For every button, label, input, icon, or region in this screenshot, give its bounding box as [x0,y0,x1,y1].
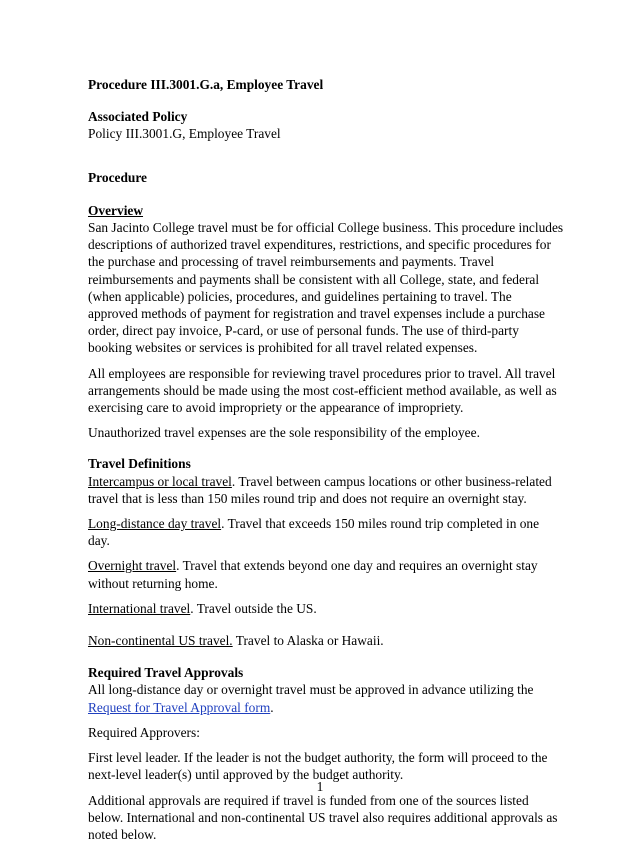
approvals-text: All long-distance day or overnight travel must be approved in advance utilizing the [88,682,534,698]
definition-long-distance [88,515,564,549]
overview-heading: Overview [88,202,144,218]
overview-paragraph: San Jacinto College travel must be for official College business. This procedure includes descriptions of authorized travel expenditures, restrictions, and specific procedures for the purchase and processing of travel reimbursements and payments. Travel reimbursements and payments shall be consistent with all College, state, and federal (when applicable) policies, procedures, and guidelines pertaining to travel. The approved methods of payment for registration and travel expenses include a purchase order, direct pay invoice, P-card, or use of personal funds. The use of third-party booking websites or services is prohibited for all travel related expenses. [88,220,564,356]
document-page [88,76,564,851]
employees-paragraph: All employees are responsible for reviewing travel procedures prior to travel. All travel arrangements should be made using the most cost-efficient method available, as well as exercising care to avoid impropriety or the appearance of impropriety. [88,365,557,416]
page-number: 1 [316,779,324,794]
definition-text: . Travel that exceeds 150 miles round trip completed in one day. [88,516,540,549]
request-travel-approval-link[interactable]: Request for Travel Approval form [88,699,271,715]
required-approvers-label: Required Approvers: [88,724,200,740]
definition-intercampus [88,473,564,507]
approvals-paragraph [88,681,564,715]
definition-term: Non-continental US travel. [88,633,233,649]
document-title: Procedure III.3001.G.a, Employee Travel [88,77,324,92]
definition-term: Long-distance day travel [88,516,222,532]
first-level-paragraph: First level leader. If the leader is not the budget authority, the form will proceed to the next-level leader(s) until approved by the budget authority. [88,750,548,783]
definition-term: Overnight travel [88,558,177,574]
definition-text: Travel to Alaska or Hawaii. [232,633,384,649]
definition-term: International travel [88,600,191,616]
unauthorized-paragraph: Unauthorized travel expenses are the sole responsibility of the employee. [88,425,480,441]
definition-overnight [88,557,564,591]
required-approvals-heading: Required Travel Approvals [88,665,244,681]
travel-definitions-heading: Travel Definitions [88,456,191,472]
approvals-period: . [270,699,274,715]
definition-non-continental [88,632,564,649]
definition-term: Intercampus or local travel [88,473,232,489]
additional-approvals-paragraph: Additional approvals are required if travel is funded from one of the sources listed below. International and non-continental US travel also requires additional approvals as noted below. [88,792,558,842]
definition-text: . Travel that extends beyond one day and requires an overnight stay without returning home. [88,558,538,591]
procedure-heading: Procedure [88,169,148,185]
associated-policy-text: Policy III.3001.G, Employee Travel [88,126,281,142]
definition-text: . Travel between campus locations or other business-related travel that is less than 150 miles round trip and does not require an overnight stay. [88,473,552,506]
definition-international [88,600,564,617]
associated-policy-heading: Associated Policy [88,109,188,125]
definition-text: . Travel outside the US. [190,600,317,616]
